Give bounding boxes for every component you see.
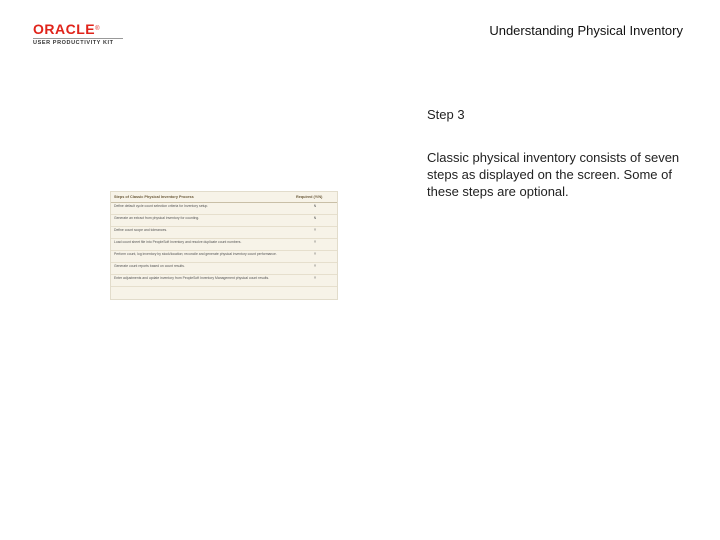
table-cell-required: Y	[293, 274, 337, 286]
table-cell-step: Generate count reports based on count results.	[111, 262, 293, 274]
table-cell-step: Define default cycle count selection criteria for Inventory setup.	[111, 202, 293, 214]
table-cell-step: Enter adjustments and update inventory from PeopleSoft Inventory Management physical count results.	[111, 274, 293, 286]
step-description: Classic physical inventory consists of seven steps as displayed on the screen. Some of these steps are optional.	[427, 150, 680, 199]
oracle-logo-text: ORACLE®	[33, 21, 101, 37]
table-cell-required: Y	[293, 226, 337, 238]
table-cell-required: N	[293, 202, 337, 214]
table-cell-required: Y	[293, 262, 337, 274]
table-row	[111, 238, 337, 250]
table-cell-required: Y	[293, 238, 337, 250]
table-header-steps: Steps of Classic Physical Inventory Process	[111, 192, 293, 202]
table-cell-required: Y	[293, 250, 337, 262]
table-row	[111, 262, 337, 274]
table-row	[111, 202, 337, 214]
table-row	[111, 226, 337, 238]
page-title: Understanding Physical Inventory	[489, 23, 683, 38]
table-cell-step: Define count scope and tolerances.	[111, 226, 293, 238]
process-steps-table	[111, 192, 337, 287]
table-row	[111, 274, 337, 286]
process-steps-table-image	[110, 191, 338, 300]
table-row	[111, 214, 337, 226]
table-header-required: Required (Y/N)	[293, 192, 337, 202]
oracle-upk-logo	[33, 22, 125, 47]
table-row	[111, 250, 337, 262]
table-cell-step: Perform count, log inventory by stock/location; reconcile and generate physical inventory count performance.	[111, 250, 293, 262]
upk-logo-subtitle: USER PRODUCTIVITY KIT	[33, 38, 123, 47]
step-label: Step 3	[427, 107, 465, 122]
table-cell-step: Load count sheet file into PeopleSoft Inventory and resolve duplicate count numbers.	[111, 238, 293, 250]
table-cell-required: N	[293, 214, 337, 226]
table-cell-step: Generate an extract from physical inventory for counting.	[111, 214, 293, 226]
